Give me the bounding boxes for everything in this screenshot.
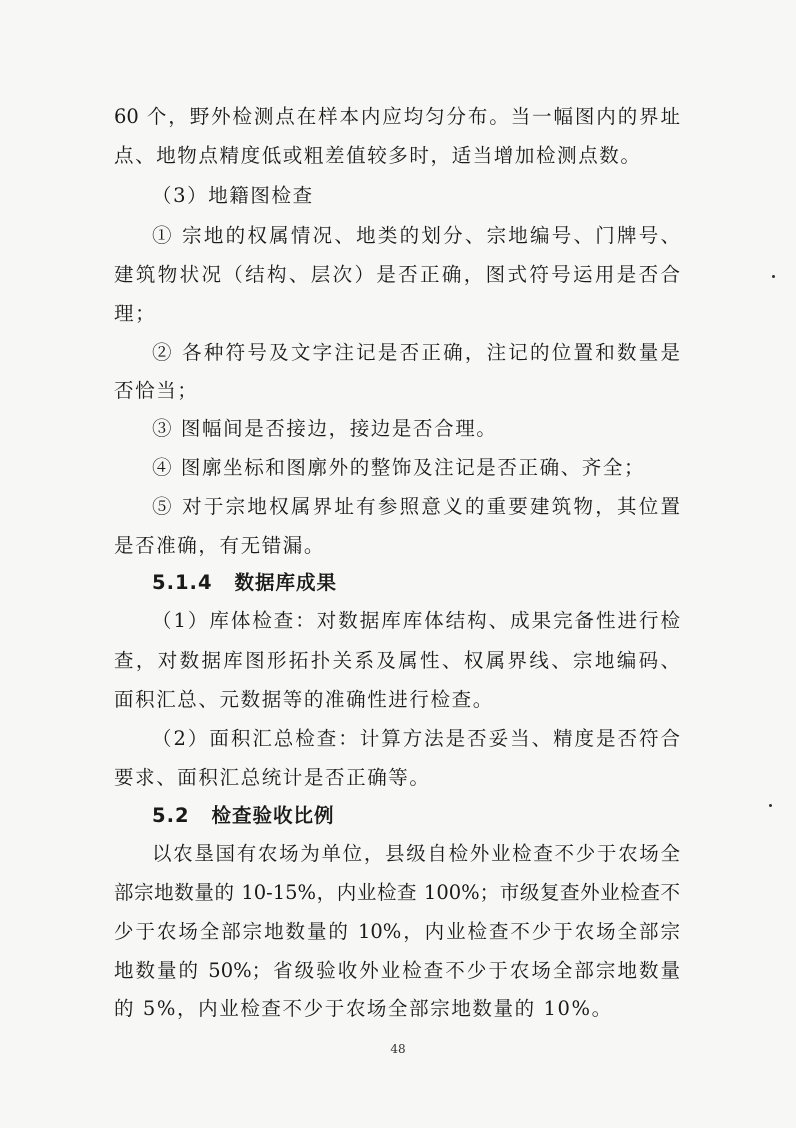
body-line: ① 宗地的权属情况、地类的划分、宗地编号、门牌号、 xyxy=(152,224,680,247)
scan-speck xyxy=(772,275,775,278)
body-line: 是否准确，有无错漏。 xyxy=(114,534,326,557)
heading-number: 5.2 xyxy=(152,804,190,827)
body-line: 否恰当； xyxy=(114,379,199,402)
body-line: （1）库体检查：对数据库库体结构、成果完备性进行检 xyxy=(152,609,680,632)
body-line: 的 5%，内业检查不少于农场全部宗地数量的 10%。 xyxy=(114,997,613,1020)
body-line: ④ 图廓坐标和图廓外的整饰及注记是否正确、齐全； xyxy=(152,456,646,479)
page-number: 48 xyxy=(390,1042,406,1056)
body-line: 少于农场全部宗地数量的 10%，内业检查不少于农场全部宗 xyxy=(114,920,680,943)
body-line: 建筑物状况（结构、层次）是否正确，图式符号运用是否合 xyxy=(114,263,680,286)
body-line: 60 个，野外检测点在样本内应均匀分布。当一幅图内的界址 xyxy=(114,105,680,128)
body-line: ⑤ 对于宗地权属界址有参照意义的重要建筑物，其位置 xyxy=(152,495,680,518)
body-line: 以农垦国有农场为单位，县级自检外业检查不少于农场全 xyxy=(152,842,680,865)
body-line: 查，对数据库图形拓扑关系及属性、权属界线、宗地编码、 xyxy=(114,649,680,672)
heading-title: 检查验收比例 xyxy=(211,804,335,827)
heading-title: 数据库成果 xyxy=(234,571,338,594)
scan-speck xyxy=(769,804,772,807)
body-line: ② 各种符号及文字注记是否正确，注记的位置和数量是 xyxy=(152,341,680,364)
body-line: 部宗地数量的 10-15%，内业检查 100%；市级复查外业检查不 xyxy=(114,881,680,904)
body-line: （2）面积汇总检查：计算方法是否妥当、精度是否符合 xyxy=(152,727,680,750)
body-line: 要求、面积汇总统计是否正确等。 xyxy=(114,766,431,789)
body-line: ③ 图幅间是否接边，接边是否合理。 xyxy=(152,417,498,440)
section-heading-5-1-4 xyxy=(152,567,337,599)
section-heading-5-2 xyxy=(152,800,335,832)
subsection-label: （3）地籍图检查 xyxy=(152,184,314,207)
body-line: 点、地物点精度低或粗差值较多时，适当增加检测点数。 xyxy=(114,144,642,167)
body-line: 面积汇总、元数据等的准确性进行检查。 xyxy=(114,688,494,711)
body-line: 地数量的 50%；省级验收外业检查不少于农场全部宗地数量 xyxy=(114,959,680,982)
body-line: 理； xyxy=(114,302,157,325)
heading-number: 5.1.4 xyxy=(152,571,213,594)
